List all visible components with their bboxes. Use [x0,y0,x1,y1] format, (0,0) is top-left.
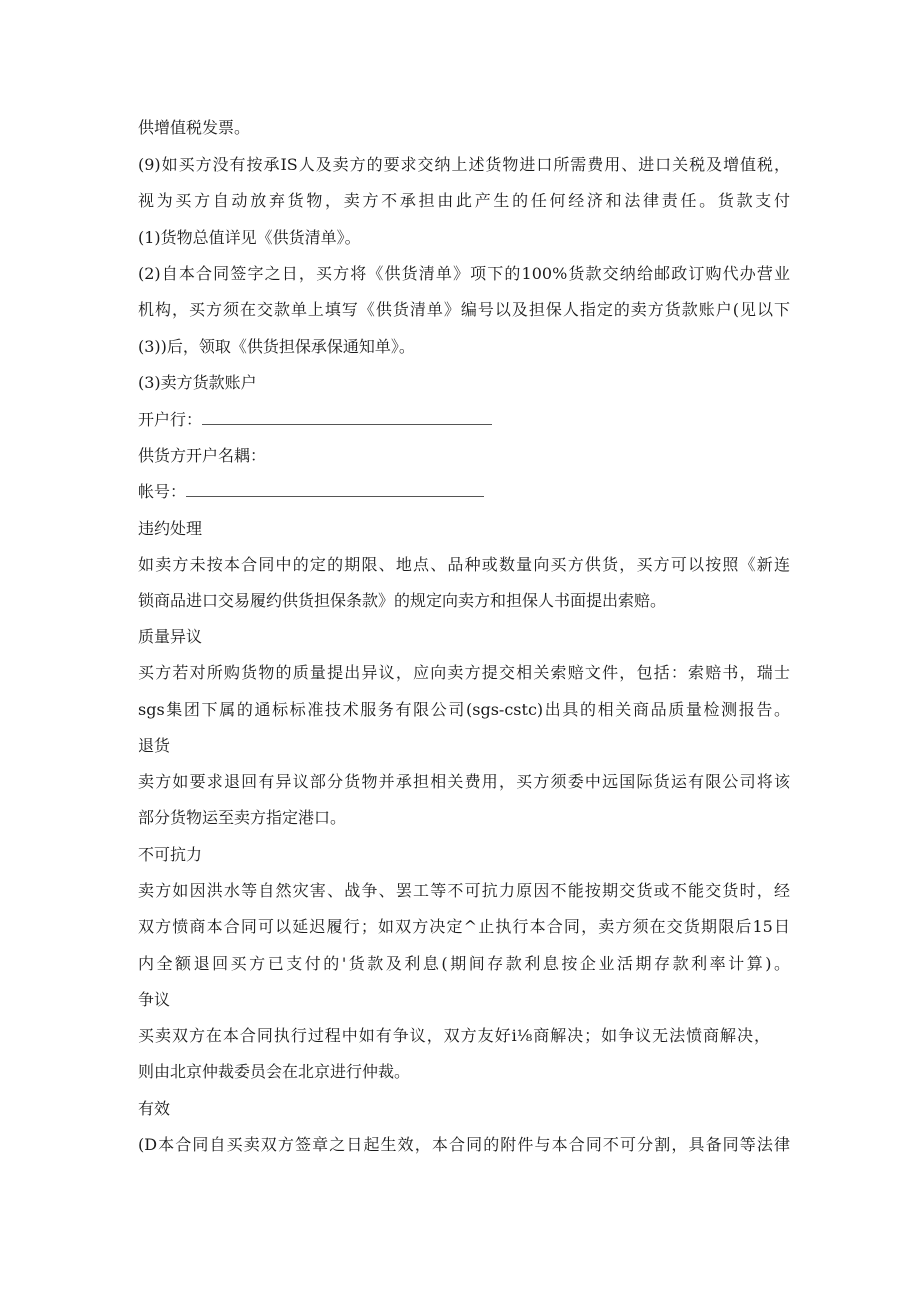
bank-field-label: 开户行： [138,410,203,429]
paragraph-line: 卖方如要求退回有异议部分货物并承担相关费用，买方须委中远国际货运有限公司将该 [138,772,790,791]
account-number-field-row [138,482,484,502]
paragraph-line: 买卖双方在本合同执行过程中如有争议，双方友好i⅛商解决；如争议无法愤商解决， [138,1026,770,1045]
section-heading: 质量异议 [138,627,203,646]
paragraph-line: (3)卖方货款账户 [138,373,257,392]
paragraph-line: (9)如买方没有按承IS人及卖方的要求交纳上述货物进口所需费用、进口关税及增值税， [138,155,790,174]
account-number-label: 帐号： [138,482,187,501]
account-name-label: 供货方开户名耦： [138,446,267,465]
section-heading: 有效 [138,1099,171,1118]
section-heading: 违约处理 [138,519,203,538]
section-heading: 退货 [138,736,171,755]
paragraph-line: (D本合同自买卖双方签章之日起生效，本合同的附件与本合同不可分割，具备同等法律 [138,1135,790,1154]
paragraph-line: 机构，买方须在交款单上填写《供货清单》编号以及担保人指定的卖方货款账户(见以下 [138,300,790,319]
paragraph-line: (2)自本合同签字之日，买方将《供货清单》项下的100%货款交纳给邮政订购代办营业 [138,264,790,283]
paragraph-line: 供增值税发票。 [138,118,251,137]
account-name-field-row [138,446,266,466]
paragraph-line: (3))后，领取《供货担保承保通知单》。 [138,337,415,356]
account-number-blank-line [186,482,484,497]
paragraph-line: 锁商品进口交易履约供货担保条款》的规定向卖方和担保人书面提出索赔。 [138,591,667,610]
paragraph-line: (1)货物总值详见《供货清单》。 [138,228,361,247]
paragraph-line: 买方若对所购货物的质量提出异议，应向卖方提交相关索赔文件，包括：索赔书，瑞士 [138,663,790,682]
section-heading: 不可抗力 [138,845,203,864]
paragraph-line: sgs集团下属的通标标准技术服务有限公司(sgs-cstc)出具的相关商品质量检测报告。 [138,700,790,719]
paragraph-line: 视为买方自动放弃货物，卖方不承担由此产生的任何经济和法律责任。货款支付 [138,191,790,210]
paragraph-line: 卖方如因洪水等自然灾害、战争、罢工等不可抗力原因不能按期交货或不能交货时，经 [138,881,790,900]
bank-blank-line [202,410,492,425]
bank-field-row [138,410,492,430]
paragraph-line: 双方愤商本合同可以延迟履行；如双方决定^止执行本合同，卖方须在交货期限后15日 [138,917,790,936]
paragraph-line: 如卖方未按本合同中的定的期限、地点、品种或数量向买方供货，买方可以按照《新连 [138,555,790,574]
section-heading: 争议 [138,990,171,1009]
paragraph-line: 则由北京仲裁委员会在北京进行仲裁。 [138,1062,411,1081]
paragraph-line: 内全额退回买方已支付的'货款及利息(期间存款利息按企业活期存款利率计算)。 [138,954,790,973]
paragraph-line: 部分货物运至卖方指定港口。 [138,808,347,827]
